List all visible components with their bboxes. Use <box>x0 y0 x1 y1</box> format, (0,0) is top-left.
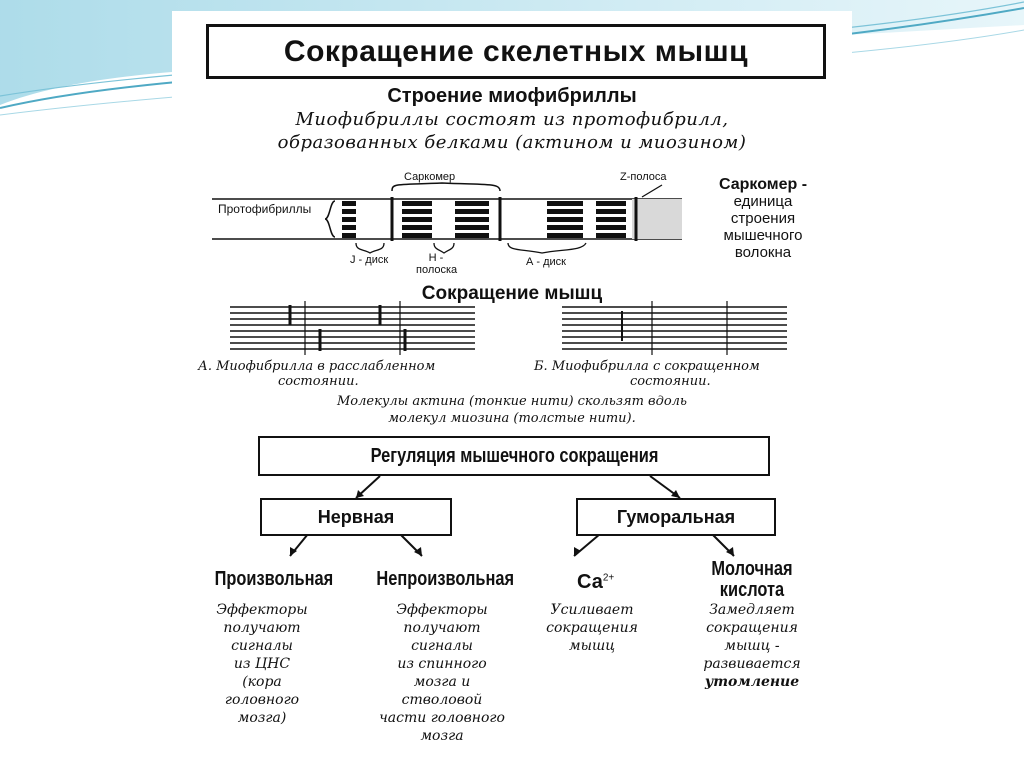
protofibril-brace <box>325 201 335 237</box>
voluntary-line: Эффекторы <box>216 602 308 618</box>
caption-contracted-line1: Б. Миофибрилла с сокращенном <box>534 359 760 374</box>
lactic-title-line1: Молочная <box>711 558 793 580</box>
structure-heading: Строение миофибриллы <box>387 85 637 107</box>
nervous-regulation-box <box>260 498 452 536</box>
calcium-line: Усиливает <box>550 602 634 618</box>
sliding-text-line2: молекул миозина (толстые нити). <box>388 411 636 426</box>
label-h-band <box>416 252 456 276</box>
lactic-line: утомление <box>704 674 800 690</box>
involuntary-title: Непроизвольная <box>376 568 515 590</box>
voluntary-line: из ЦНС <box>233 656 291 672</box>
voluntary-line: получают <box>223 620 301 636</box>
nervous-label: Нервная <box>317 506 395 527</box>
page-title: Сокращение скелетных мышц <box>206 24 826 79</box>
calcium-line: мышц <box>568 638 616 654</box>
voluntary-line: сигналы <box>231 638 293 654</box>
lactic-line: развивается <box>703 656 801 672</box>
caption-relaxed-line1: А. Миофибрилла в расслабленном <box>198 359 436 374</box>
involuntary-line: части головного <box>379 710 505 726</box>
caption-contracted-line2: состоянии. <box>630 374 711 389</box>
j-disk-brace <box>356 243 384 253</box>
lactic-line: сокращения <box>706 620 798 636</box>
a-band-left <box>342 201 356 238</box>
voluntary-line: головного <box>224 692 300 708</box>
calcium-line: сокращения <box>546 620 638 636</box>
humoral-regulation-box <box>576 498 776 536</box>
sliding-text-line1: Молекулы актина (тонкие нити) скользят вдоль <box>336 394 688 409</box>
label-j-disk: J - диск <box>350 254 389 266</box>
fibre-end-shade <box>632 199 682 239</box>
label-h-band-line1: Н - <box>428 252 444 264</box>
voluntary-title: Произвольная <box>214 568 334 590</box>
caption-relaxed-line2: состоянии. <box>278 374 359 389</box>
sarcomere-def-line2: строения <box>730 210 796 227</box>
lactic-acid-title <box>692 559 812 601</box>
sarcomere-brace <box>392 183 500 191</box>
lactic-description <box>677 601 827 691</box>
sarcomere-def-line4: волокна <box>734 244 792 261</box>
calcium-charge: 2+ <box>602 572 615 584</box>
label-z-band: Z-полоса <box>620 171 667 183</box>
z-band-pointer <box>642 185 662 197</box>
contracted-myofibril-figure <box>562 301 792 359</box>
slide-sheet <box>172 11 852 751</box>
involuntary-line: мозга <box>420 728 464 744</box>
sarcomere-def-line3: мышечного <box>723 227 803 244</box>
involuntary-description <box>347 601 537 745</box>
involuntary-line: Эффекторы <box>396 602 488 618</box>
regulation-heading: Регуляция мышечного сокращения <box>370 444 658 467</box>
label-protofibrils: Протофибриллы <box>218 202 312 216</box>
lactic-line: Замедляет <box>709 602 795 618</box>
structure-intro-line2: образованных белками (актином и миозином) <box>277 132 747 153</box>
lactic-title-line2: кислота <box>719 579 785 601</box>
structure-intro-line1: Миофибриллы состоят из протофибрилл, <box>295 109 729 130</box>
label-h-band-line2: полоска <box>416 264 458 276</box>
calcium-description <box>522 601 662 655</box>
sarcomere-term: Саркомер - <box>718 176 808 193</box>
humoral-label: Гуморальная <box>616 506 736 527</box>
a-band-2 <box>547 201 626 238</box>
regulation-heading-box <box>258 436 770 476</box>
voluntary-line: мозга) <box>237 710 287 726</box>
calcium-ion <box>577 571 614 594</box>
lactic-line: мышц - <box>724 638 780 654</box>
sarcomere-def-line1: единица <box>733 193 793 210</box>
sarcomere-definition <box>682 176 844 261</box>
relaxed-myofibril-figure <box>230 301 480 359</box>
voluntary-line: (кора <box>242 674 282 690</box>
involuntary-line: из спинного <box>397 656 487 672</box>
a-disk-brace <box>508 243 586 253</box>
involuntary-line: сигналы <box>411 638 473 654</box>
label-sarcomere: Саркомер <box>404 171 456 183</box>
involuntary-line: стволовой <box>401 692 483 708</box>
involuntary-line: мозга и <box>413 674 471 690</box>
a-band-1 <box>402 201 489 238</box>
voluntary-description <box>182 601 342 727</box>
label-a-disk: А - диск <box>526 256 566 268</box>
contraction-heading: Сокращение мышц <box>421 283 603 304</box>
calcium-symbol: Са <box>577 571 603 593</box>
involuntary-line: получают <box>403 620 481 636</box>
